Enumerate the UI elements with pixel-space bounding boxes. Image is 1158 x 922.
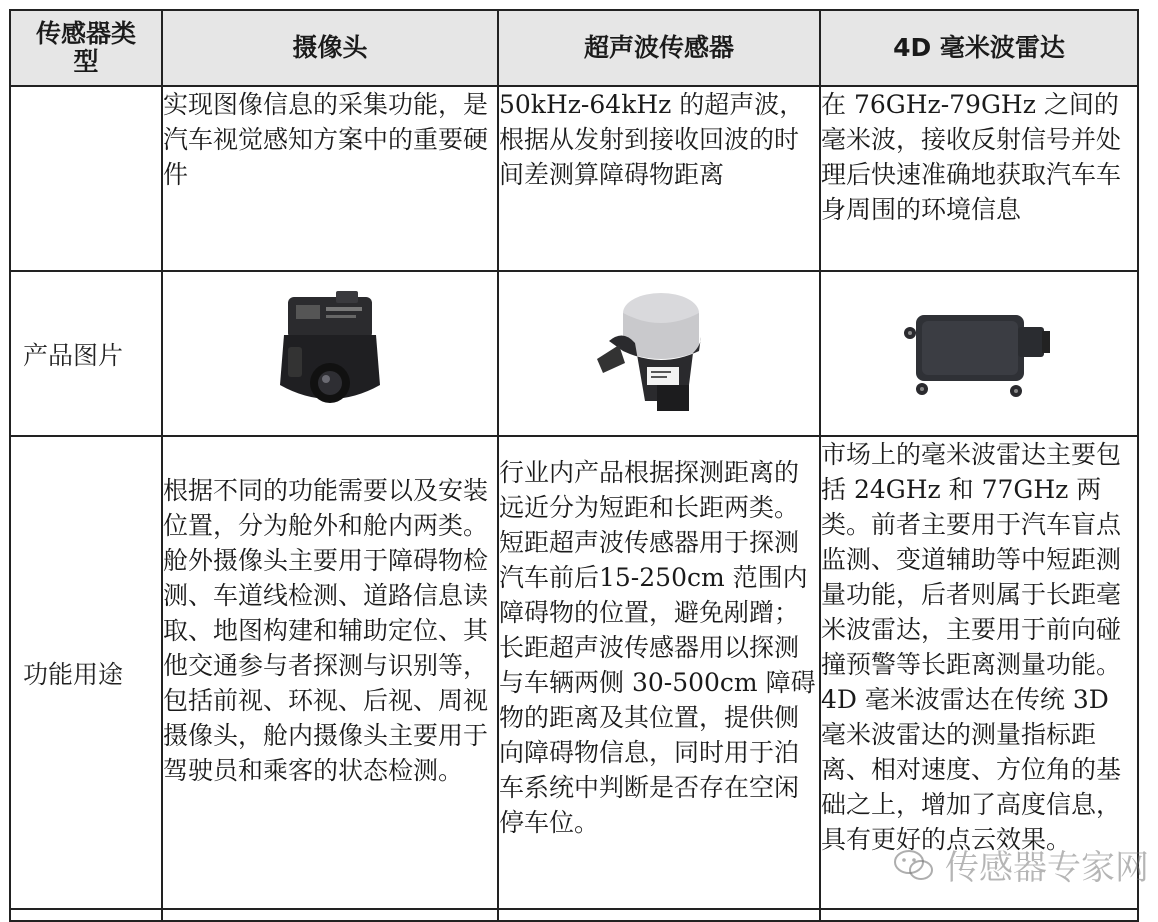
usage-row [10,436,1138,909]
ultrasonic-image-cell [498,271,820,436]
usage-row-label: 功能用途 [10,436,162,909]
image-row-label: 产品图片 [10,271,162,436]
ultrasonic-usage: 行业内产品根据探测距离的远近分为短距和长距两类。短距超声波传感器用于探测汽车前后15-250cm 范围内障碍物的位置，避免剐蹭；长距超声波传感器用以探测与车辆两侧 30-500cm 障碍物的距离及其位置，提供侧向障碍物信息，同时用于泊车系统中判断是否存在空闲停车位。 [498,436,820,909]
watermark-text: 传感器专家网 [945,848,1149,888]
sensor-comparison-table [9,9,1139,922]
camera-image [270,289,390,419]
next-row-stub [10,909,1138,921]
camera-usage: 根据不同的功能需要以及安装位置，分为舱外和舱内两类。舱外摄像头主要用于障碍物检测、车道线检测、道路信息读取、地图构建和辅助定位、其他交通参与者探测与识别等，包括前视、环视、后视、周视摄像头，舱内摄像头主要用于驾驶员和乘客的状态检测。 [162,436,498,909]
radar-image-cell [820,271,1138,436]
camera-image-cell [162,271,498,436]
principle-label-cell [10,86,162,271]
wechat-icon [893,848,935,882]
camera-principle: 实现图像信息的采集功能，是汽车视觉感知方案中的重要硬件 [162,86,498,271]
header-radar: 4D 毫米波雷达 [820,10,1138,86]
radar-usage: 市场上的毫米波雷达主要包括 24GHz 和 77GHz 两类。前者主要用于汽车盲点监测、变道辅助等中短距测量功能，后者则属于长距毫米波雷达，主要用于前向碰撞预警等长距离测量功能。4D 毫米波雷达在传统 3D 毫米波雷达的测量指标距离、相对速度、方位角的基础之上，增加了高度信息，具有更好的点云效果。 [820,436,1138,909]
radar-principle: 在 76GHz-79GHz 之间的毫米波，接收反射信号并处理后快速准确地获取汽车车身周围的环境信息 [820,86,1138,271]
header-camera: 摄像头 [162,10,498,86]
header-row [10,10,1138,86]
radar-module-image [894,299,1064,409]
ultrasonic-sensor-image [589,289,729,419]
ultrasonic-principle: 50kHz-64kHz 的超声波，根据从发射到接收回波的时间差测算障碍物距离 [498,86,820,271]
header-sensor-type: 传感器类型 [10,10,162,86]
principle-row [10,86,1138,271]
image-row [10,271,1138,436]
header-ultrasonic: 超声波传感器 [498,10,820,86]
